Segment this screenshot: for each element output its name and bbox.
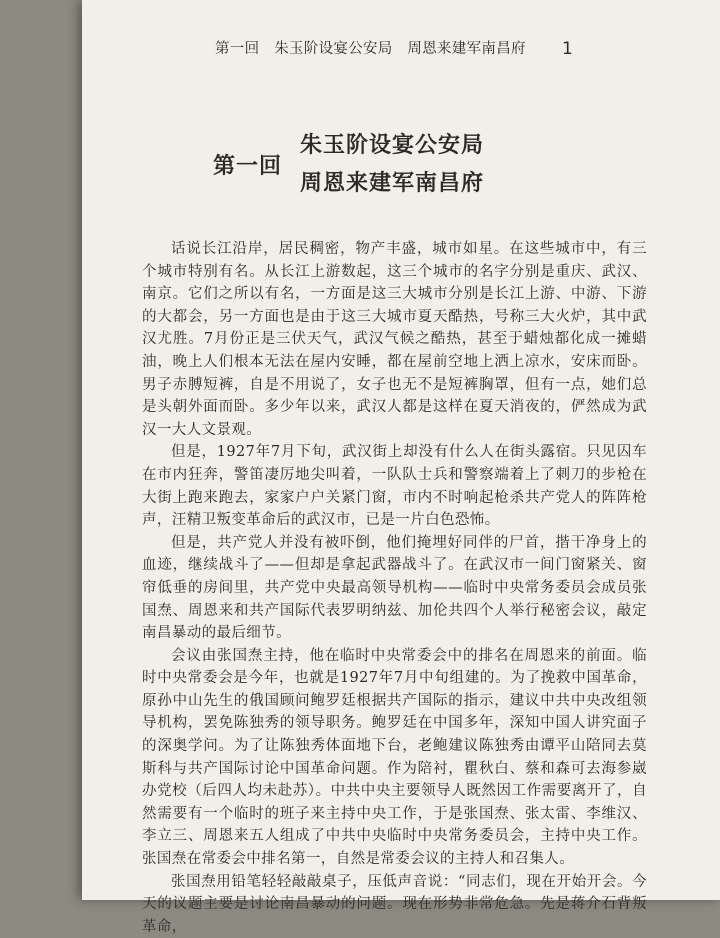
paragraph: 但是，共产党人并没有被吓倒，他们掩埋好同伴的尸首，揩干净身上的血迹，继续战斗了——但却是拿起武器战斗了。在武汉市一间门窗紧关、窗帘低垂的房间里，共产党中央最高领导机构——临时中央常务委员会成员张国焘、周恩来和共产国际代表罗明纳兹、加伦共四个人举行秘密会议，敲定南昌暴动的最后细节。 — [142, 534, 647, 642]
chapter-heading — [82, 128, 720, 208]
paragraph: 话说长江沿岸，居民稠密，物产丰盛，城市如星。在这些城市中，有三个城市特别有名。从长江上游数起，这三个城市的名字分别是重庆、武汉、南京。它们之所以有名，一方面是这三大城市分别是长江上游、中游、下游的大都会，另一方面也是由于这三大城市夏天酷热，号称三大火炉，其中武汉尤胜。7月份正是三伏天气，武汉气候之酷热，甚至于蜡烛都化成一摊蜡油，晚上人们根本无法在屋内安睡，都在屋前空地上洒上凉水，安床而卧。男子赤膊短裤，自是不用说了，女子也无不是短裤胸罩，但有一点，她们总是头朝外面而卧。多少年以来，武汉人都是这样在夏天消夜的，俨然成为武汉一大人文景观。 — [142, 241, 647, 438]
page-number: 1 — [562, 39, 573, 59]
body-text — [142, 238, 647, 938]
paragraph: 但是，1927年7月下旬，武汉街上却没有什么人在街头露宿。只见囚车在市内狂奔，警笛凄厉地尖叫着，一队队士兵和警察端着上了刺刀的步枪在大街上跑来跑去，家家户户关紧门窗，市内不时响起枪杀共产党人的阵阵枪声，汪精卫叛变革命后的武汉市，已是一片白色恐怖。 — [142, 444, 647, 529]
paragraph: 张国焘用铅笔轻轻敲敲桌子，压低声音说：“同志们，现在开始开会。今天的议题主要是讨论南昌暴动的问题。现在形势非常危急。先是蒋介石背叛革命， — [142, 873, 647, 935]
running-title: 第一回 朱玉阶设宴公安局 周恩来建军南昌府 — [215, 41, 526, 57]
paragraph: 会议由张国焘主持，他在临时中央常委会中的排名在周恩来的前面。临时中央常委会是今年，也就是1927年7月中旬组建的。为了挽救中国革命，原孙中山先生的俄国顾问鲍罗廷根据共产国际的指示，建议中共中央改组领导机构，罢免陈独秀的领导职务。鲍罗廷在中国多年，深知中国人讲究面子的深奥学问。为了让陈独秀体面地下台，老鲍建议陈独秀由谭平山陪同去莫斯科与共产国际讨论中国革命问题。作为陪衬，瞿秋白、蔡和森可去海参崴办党校（后四人均未赴苏）。中共中央主要领导人既然因工作需要离开了，自然需要有一个临时的班子来主持中央工作，于是张国焘、张太雷、李维汉、李立三、周恩来五人组成了中共中央临时中央常务委员会，主持中央工作。张国焘在常委会中排名第一，自然是常委会议的主持人和召集人。 — [142, 647, 647, 868]
book-page — [82, 0, 720, 935]
chapter-title-line-2: 周恩来建军南昌府 — [300, 170, 485, 196]
running-head — [82, 36, 720, 62]
chapter-title-line-1: 朱玉阶设宴公安局 — [300, 132, 485, 158]
chapter-number: 第一回 — [213, 153, 283, 179]
